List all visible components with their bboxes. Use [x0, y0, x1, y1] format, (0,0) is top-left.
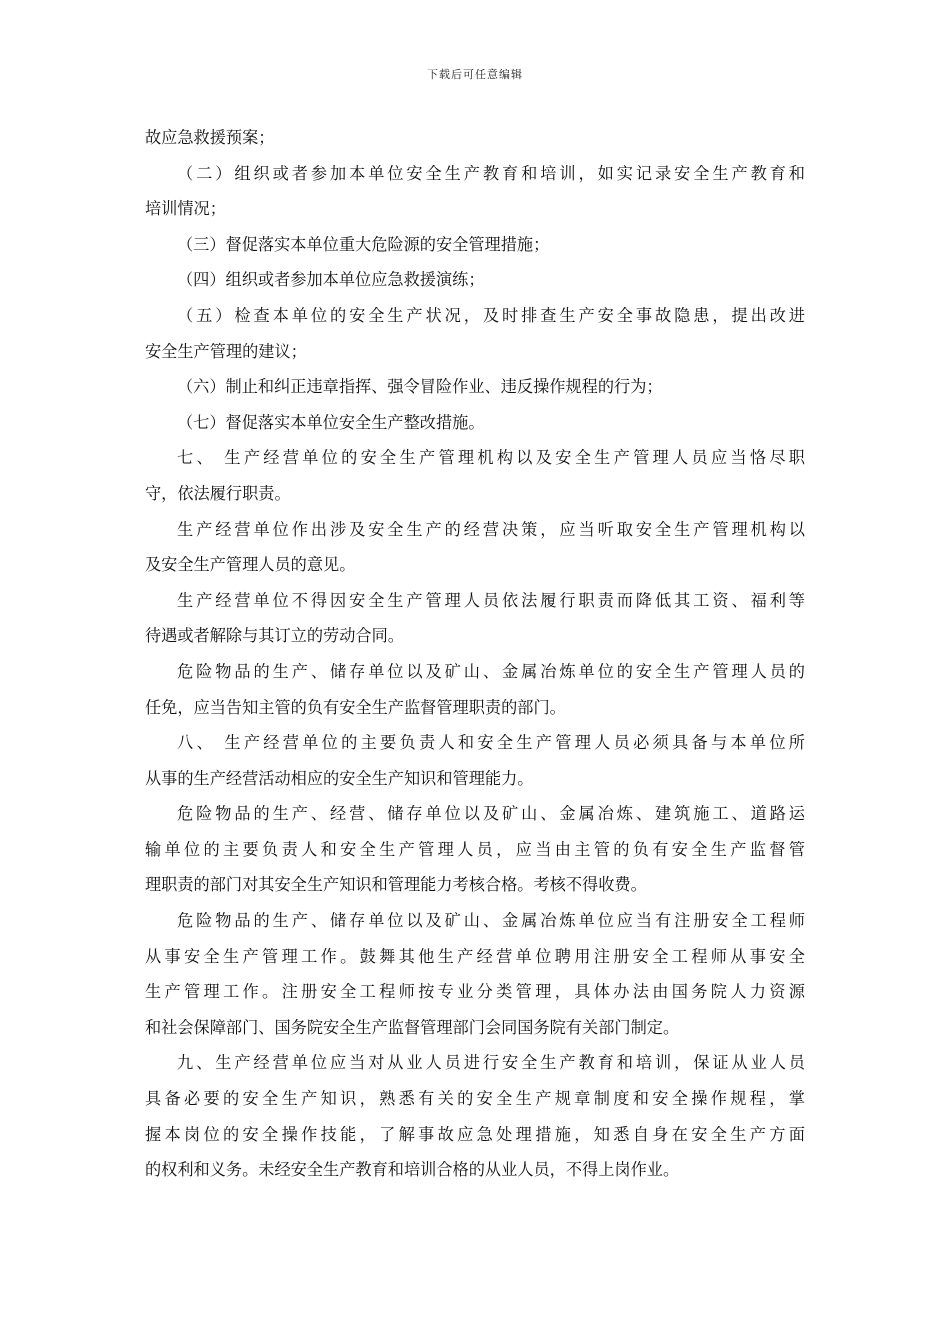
text-line: （六）制止和纠正违章指挥、强令冒险作业、违反操作规程的行为； — [177, 377, 663, 397]
text-line: 培训情况； — [145, 199, 226, 219]
text-line: 七、 生产经营单位的安全生产管理机构以及安全生产管理人员应当恪尽职 — [177, 448, 805, 468]
text-line: 理职责的部门对其安全生产知识和管理能力考核合格。考核不得收费。 — [145, 875, 647, 895]
text-line: （三）督促落实本单位重大危险源的安全管理措施； — [177, 234, 550, 254]
text-line: 生产经营单位作出涉及安全生产的经营决策，应当听取安全生产管理机构以 — [177, 519, 805, 539]
text-line: 危险物品的生产、储存单位以及矿山、金属冶炼单位应当有注册安全工程师 — [177, 911, 805, 931]
text-line: 从事安全生产管理工作。鼓舞其他生产经营单位聘用注册安全工程师从事安全 — [145, 946, 805, 966]
text-line: 生产经营单位不得因安全生产管理人员依法履行职责而降低其工资、福利等 — [177, 590, 805, 610]
text-line: 及安全生产管理人员的意见。 — [145, 555, 356, 575]
text-line: （四）组织或者参加本单位应急救援演练； — [177, 270, 485, 290]
text-line: 故应急救援预案； — [145, 128, 275, 147]
text-line: （五）检查本单位的安全生产状况，及时排查生产安全事故隐患，提出改进 — [177, 305, 805, 325]
text-line: 具备必要的安全生产知识，熟悉有关的安全生产规章制度和安全操作规程，掌 — [145, 1089, 805, 1109]
text-line: 九、生产经营单位应当对从业人员进行安全生产教育和培训，保证从业人员 — [177, 1053, 805, 1073]
text-line: 和社会保障部门、国务院安全生产监督管理部门会同国务院有关部门制定。 — [145, 1017, 680, 1037]
text-line: 安全生产管理的建议； — [145, 341, 307, 361]
text-line: 握本岗位的安全操作技能，了解事故应急处理措施，知悉自身在安全生产方面 — [145, 1124, 805, 1144]
text-line: 守，依法履行职责。 — [145, 483, 291, 503]
text-line: （七）督促落实本单位安全生产整改措施。 — [177, 412, 485, 432]
text-line: 危险物品的生产、经营、储存单位以及矿山、金属冶炼、建筑施工、道路运 — [177, 804, 805, 824]
document-body — [145, 120, 805, 1188]
text-line: 危险物品的生产、储存单位以及矿山、金属冶炼单位的安全生产管理人员的 — [177, 661, 805, 681]
text-line: 的权利和义务。未经安全生产教育和培训合格的从业人员，不得上岗作业。 — [145, 1160, 680, 1180]
text-line: 输单位的主要负责人和安全生产管理人员，应当由主管的负有安全生产监督管 — [145, 839, 805, 859]
page-header: 下载后可任意编辑 — [427, 68, 523, 81]
text-line: 从事的生产经营活动相应的安全生产知识和管理能力。 — [145, 768, 534, 788]
text-line: 生产管理工作。注册安全工程师按专业分类管理，具体办法由国务院人力资源 — [145, 982, 805, 1002]
text-line: 八、 生产经营单位的主要负责人和安全生产管理人员必须具备与本单位所 — [177, 733, 805, 753]
text-line: （二）组织或者参加本单位安全生产教育和培训，如实记录安全生产教育和 — [177, 163, 805, 183]
text-line: 任免，应当告知主管的负有安全生产监督管理职责的部门。 — [145, 697, 566, 717]
text-line: 待遇或者解除与其订立的劳动合同。 — [145, 626, 404, 646]
